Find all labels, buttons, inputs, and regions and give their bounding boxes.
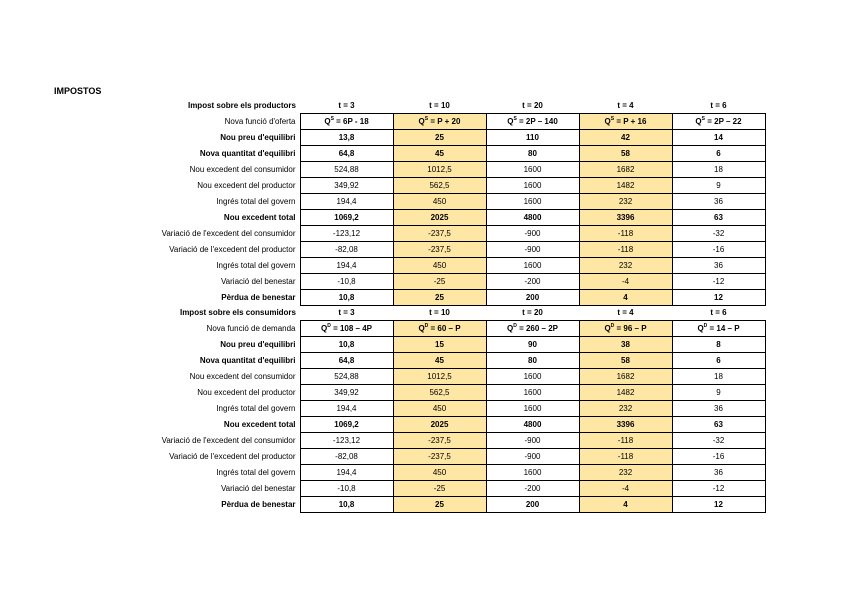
value-cell: 10,8: [300, 290, 393, 306]
table-row: [120, 465, 765, 481]
page-title: IMPOSTOS: [54, 86, 102, 96]
table-header-title: Impost sobre els productors: [187, 100, 296, 110]
value-cell: -82,08: [300, 242, 393, 258]
period-header: t = 6: [710, 100, 727, 110]
formula-cell: [486, 114, 579, 130]
value-cell: 1600: [486, 401, 579, 417]
formula-q: Q: [320, 323, 328, 333]
value-cell: 45: [393, 353, 486, 369]
row-label: Variació de l'excedent del consumidor: [161, 228, 296, 238]
row-label: Variació del benestar: [220, 483, 296, 493]
value-cell: 45: [393, 146, 486, 162]
value-cell: -200: [486, 481, 579, 497]
value-cell: -900: [486, 242, 579, 258]
value-cell: 349,92: [300, 385, 393, 401]
formula-rest: = 14 – P: [707, 323, 740, 333]
value-cell: -12: [672, 274, 765, 290]
value-cell: 10,8: [300, 497, 393, 513]
period-header: t = 10: [429, 100, 450, 110]
formula-rest: = 60 – P: [428, 323, 461, 333]
row-label: Variació del benestar: [220, 276, 296, 286]
value-cell: 8: [672, 337, 765, 353]
value-cell: -237,5: [393, 226, 486, 242]
value-cell: -237,5: [393, 449, 486, 465]
value-cell: 80: [486, 353, 579, 369]
value-cell: 232: [579, 194, 672, 210]
row-label: Ingrés total del govern: [216, 467, 296, 477]
table-row: [120, 194, 765, 210]
value-cell: -118: [579, 449, 672, 465]
row-label: Ingrés total del govern: [216, 403, 296, 413]
value-cell: -32: [672, 226, 765, 242]
value-cell: 1482: [579, 178, 672, 194]
value-cell: 450: [393, 194, 486, 210]
value-cell: -10,8: [300, 274, 393, 290]
row-label: Nou preu d'equilibri: [220, 339, 296, 349]
formula-cell: [393, 321, 486, 337]
row-label: Nova quantitat d'equilibri: [199, 355, 296, 365]
value-cell: 450: [393, 465, 486, 481]
row-label: Nova quantitat d'equilibri: [199, 148, 296, 158]
value-cell: 90: [486, 337, 579, 353]
value-cell: 6: [672, 146, 765, 162]
formula-q: Q: [697, 323, 704, 333]
formula-row: [120, 114, 765, 130]
value-cell: 1600: [486, 258, 579, 274]
row-label: Nova funció d'oferta: [224, 116, 296, 126]
table-row: [120, 369, 765, 385]
formula-q: Q: [418, 323, 425, 333]
formula-sup: S: [513, 115, 517, 122]
formula-cell: [672, 114, 765, 130]
formula-cell: [579, 114, 672, 130]
table-row: [120, 130, 765, 146]
formula-sup: S: [610, 115, 615, 122]
formula-cell: [300, 114, 393, 130]
period-header: t = 10: [429, 307, 450, 317]
row-label: Nou excedent del productor: [197, 387, 296, 397]
formula-cell: [486, 321, 579, 337]
formula-cell: [579, 321, 672, 337]
formula-q: Q: [324, 116, 331, 126]
value-cell: -118: [579, 242, 672, 258]
table-row: [120, 433, 765, 449]
value-cell: 63: [672, 210, 765, 226]
value-cell: 4800: [486, 417, 579, 433]
table-row: [120, 497, 765, 513]
value-cell: 15: [393, 337, 486, 353]
formula-rest: = P + 20: [428, 116, 461, 126]
value-cell: 200: [486, 497, 579, 513]
value-cell: 1682: [579, 162, 672, 178]
value-cell: 1012,5: [393, 369, 486, 385]
value-cell: 232: [579, 465, 672, 481]
formula-sup: S: [330, 115, 334, 122]
value-cell: 4: [579, 497, 672, 513]
formula-q: Q: [695, 116, 702, 126]
value-cell: 232: [579, 258, 672, 274]
period-header: t = 6: [710, 307, 727, 317]
value-cell: 1600: [486, 369, 579, 385]
value-cell: 64,8: [300, 353, 393, 369]
row-label: Variació de l'excedent del consumidor: [161, 435, 296, 445]
table-row: [120, 417, 765, 433]
formula-q: Q: [604, 116, 611, 126]
value-cell: 10,8: [300, 337, 393, 353]
value-cell: -82,08: [300, 449, 393, 465]
formula-sup: D: [424, 322, 429, 329]
value-cell: 1012,5: [393, 162, 486, 178]
table-row: [120, 178, 765, 194]
table-row: [120, 226, 765, 242]
value-cell: 63: [672, 417, 765, 433]
table-row: [120, 162, 765, 178]
value-cell: 42: [579, 130, 672, 146]
table-row: [120, 385, 765, 401]
formula-sup: D: [327, 322, 331, 329]
value-cell: 349,92: [300, 178, 393, 194]
value-cell: 4800: [486, 210, 579, 226]
value-cell: 58: [579, 353, 672, 369]
value-cell: -237,5: [393, 242, 486, 258]
value-cell: -237,5: [393, 433, 486, 449]
value-cell: 562,5: [393, 385, 486, 401]
value-cell: -16: [672, 242, 765, 258]
formula-q: Q: [506, 323, 514, 333]
formula-q: Q: [604, 323, 611, 333]
formula-rest: = 108 – 4P: [330, 323, 372, 333]
value-cell: 36: [672, 258, 765, 274]
value-cell: 64,8: [300, 146, 393, 162]
value-cell: 2025: [393, 417, 486, 433]
value-cell: 25: [393, 130, 486, 146]
formula-rest: = 2P – 140: [516, 116, 558, 126]
value-cell: 12: [672, 290, 765, 306]
formula-sup: S: [424, 115, 429, 122]
value-cell: -123,12: [300, 226, 393, 242]
period-header: t = 3: [338, 307, 355, 317]
value-cell: 1600: [486, 162, 579, 178]
value-cell: 25: [393, 290, 486, 306]
value-cell: 3396: [579, 417, 672, 433]
formula-cell: [300, 321, 393, 337]
value-cell: 9: [672, 385, 765, 401]
value-cell: -900: [486, 433, 579, 449]
value-cell: 110: [486, 130, 579, 146]
period-header: t = 4: [617, 100, 634, 110]
formula-cell: [393, 114, 486, 130]
value-cell: -10,8: [300, 481, 393, 497]
value-cell: 1600: [486, 465, 579, 481]
row-label: Variació de l'excedent del productor: [169, 244, 296, 254]
value-cell: -12: [672, 481, 765, 497]
value-cell: -32: [672, 433, 765, 449]
value-cell: 25: [393, 497, 486, 513]
value-cell: -25: [393, 481, 486, 497]
formula-row: [120, 321, 765, 337]
value-cell: 58: [579, 146, 672, 162]
row-label: Nova funció de demanda: [206, 323, 296, 333]
value-cell: 194,4: [300, 401, 393, 417]
period-header: t = 20: [522, 100, 543, 110]
formula-sup: D: [703, 322, 708, 329]
value-cell: -200: [486, 274, 579, 290]
period-header: t = 3: [338, 100, 355, 110]
row-label: Variació de l'excedent del productor: [169, 451, 296, 461]
formula-sup: D: [610, 322, 615, 329]
row-label: Nou excedent del consumidor: [189, 371, 296, 381]
producer-tax-table: [120, 98, 766, 306]
value-cell: 80: [486, 146, 579, 162]
table-row: [120, 481, 765, 497]
row-label: Nou excedent del productor: [197, 180, 296, 190]
row-label: Pèrdua de benestar: [221, 292, 296, 302]
formula-q: Q: [418, 116, 425, 126]
value-cell: 2025: [393, 210, 486, 226]
formula-rest: = 96 – P: [614, 323, 647, 333]
formula-rest: = 6P - 18: [333, 116, 369, 126]
formula-cell: [672, 321, 765, 337]
value-cell: 524,88: [300, 162, 393, 178]
row-label: Nou excedent total: [223, 212, 296, 222]
table-row: [120, 274, 765, 290]
period-header: t = 20: [522, 307, 543, 317]
table-row: [120, 337, 765, 353]
row-label: Pèrdua de benestar: [221, 499, 296, 509]
table-row: [120, 401, 765, 417]
value-cell: 14: [672, 130, 765, 146]
value-cell: -16: [672, 449, 765, 465]
value-cell: 1600: [486, 194, 579, 210]
table-row: [120, 242, 765, 258]
row-label: Nou excedent total: [223, 419, 296, 429]
value-cell: 232: [579, 401, 672, 417]
row-label: Nou preu d'equilibri: [220, 132, 296, 142]
value-cell: -118: [579, 226, 672, 242]
formula-sup: S: [701, 115, 705, 122]
value-cell: 36: [672, 401, 765, 417]
value-cell: 13,8: [300, 130, 393, 146]
value-cell: 1682: [579, 369, 672, 385]
value-cell: 36: [672, 194, 765, 210]
header-row: [120, 305, 765, 321]
value-cell: -123,12: [300, 433, 393, 449]
value-cell: 1069,2: [300, 417, 393, 433]
formula-rest: = P + 16: [614, 116, 647, 126]
formula-rest: = 260 – 2P: [516, 323, 558, 333]
value-cell: 450: [393, 258, 486, 274]
value-cell: 3396: [579, 210, 672, 226]
table-row: [120, 210, 765, 226]
row-label: Ingrés total del govern: [216, 260, 296, 270]
table-row: [120, 290, 765, 306]
value-cell: 18: [672, 369, 765, 385]
formula-sup: D: [513, 322, 517, 329]
value-cell: 194,4: [300, 194, 393, 210]
value-cell: 200: [486, 290, 579, 306]
value-cell: 194,4: [300, 465, 393, 481]
value-cell: -4: [579, 274, 672, 290]
consumer-tax-table: [120, 305, 766, 513]
value-cell: 1600: [486, 178, 579, 194]
value-cell: 4: [579, 290, 672, 306]
value-cell: 1482: [579, 385, 672, 401]
value-cell: 194,4: [300, 258, 393, 274]
value-cell: -4: [579, 481, 672, 497]
header-row: [120, 98, 765, 114]
value-cell: 562,5: [393, 178, 486, 194]
value-cell: 38: [579, 337, 672, 353]
table-row: [120, 258, 765, 274]
period-header: t = 4: [617, 307, 634, 317]
value-cell: -25: [393, 274, 486, 290]
table-header-title: Impost sobre els consumidors: [179, 307, 296, 317]
value-cell: -900: [486, 449, 579, 465]
value-cell: 36: [672, 465, 765, 481]
value-cell: 1069,2: [300, 210, 393, 226]
table-row: [120, 449, 765, 465]
formula-q: Q: [507, 116, 514, 126]
row-label: Nou excedent del consumidor: [189, 164, 296, 174]
value-cell: 9: [672, 178, 765, 194]
row-label: Ingrés total del govern: [216, 196, 296, 206]
formula-rest: = 2P – 22: [705, 116, 742, 126]
value-cell: 12: [672, 497, 765, 513]
table-row: [120, 353, 765, 369]
table-row: [120, 146, 765, 162]
value-cell: 450: [393, 401, 486, 417]
value-cell: 1600: [486, 385, 579, 401]
value-cell: -900: [486, 226, 579, 242]
value-cell: 6: [672, 353, 765, 369]
value-cell: -118: [579, 433, 672, 449]
value-cell: 524,88: [300, 369, 393, 385]
value-cell: 18: [672, 162, 765, 178]
